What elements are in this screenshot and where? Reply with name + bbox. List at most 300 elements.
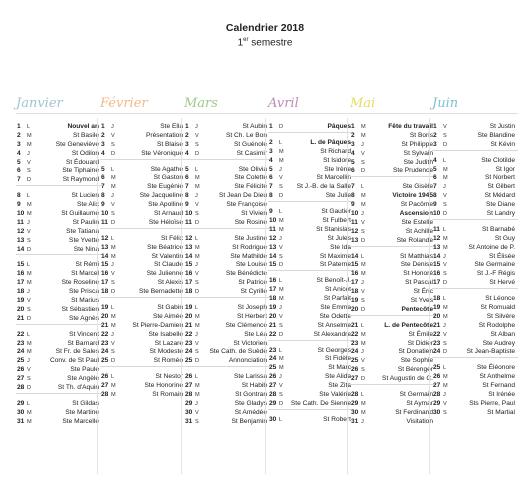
day-row <box>350 261 436 270</box>
day-number: 15 <box>185 261 193 269</box>
weekday-letter: M <box>443 235 448 242</box>
day-number: 24 <box>351 348 359 356</box>
day-number: 11 <box>185 218 192 226</box>
day-row <box>432 141 518 151</box>
saint-name: Ste Geneviève <box>55 140 99 148</box>
day-number: 1 <box>351 123 355 130</box>
day-number: 17 <box>269 286 277 294</box>
day-row <box>184 288 270 298</box>
day-number: 23 <box>433 339 441 347</box>
saint-name: St Gildas <box>72 399 99 407</box>
saint-name: St Odilon <box>71 149 99 157</box>
day-number: 5 <box>185 165 189 173</box>
day-number: 3 <box>185 140 189 148</box>
calendar-title: Calendrier 2018 <box>225 22 305 34</box>
day-number: 2 <box>269 138 273 146</box>
day-number: 27 <box>185 382 193 390</box>
saint-name: St Richard <box>320 147 351 155</box>
saint-name: St Alban <box>490 330 515 338</box>
day-number: 26 <box>185 373 193 381</box>
day-number: 17 <box>351 279 359 287</box>
saint-name: Ste Colette <box>234 174 267 182</box>
day-row <box>350 159 436 168</box>
saint-name: Pentecôte <box>401 305 433 313</box>
saint-name: St Pascal <box>405 279 433 287</box>
saint-name: Ste Gisèle <box>402 183 433 191</box>
day-number: 22 <box>433 330 441 338</box>
day-row <box>268 261 354 271</box>
day-row <box>268 148 354 157</box>
subtitle-text: semestre <box>248 37 293 49</box>
weekday-letter: M <box>361 331 366 338</box>
weekday-letter: D <box>111 289 116 296</box>
saint-name: St Philippe <box>401 140 433 148</box>
weekday-letter: D <box>27 385 32 392</box>
weekday-letter: J <box>361 418 364 425</box>
weekday-letter: V <box>27 228 31 235</box>
saint-name: St Kévin <box>490 140 515 148</box>
day-number: 22 <box>351 330 359 338</box>
weekday-letter: V <box>443 193 447 200</box>
weekday-letter: D <box>195 150 200 157</box>
saint-name: Ste Marcelle <box>62 417 99 425</box>
day-number: 21 <box>101 321 109 329</box>
day-number: 30 <box>433 408 441 416</box>
day-row <box>432 409 518 418</box>
day-number: 30 <box>185 408 193 416</box>
saint-name: St Jules <box>327 234 351 242</box>
saint-name: St Stanislas <box>316 225 351 233</box>
day-row <box>184 235 270 244</box>
day-number: 16 <box>351 270 359 278</box>
weekday-letter: S <box>443 271 447 278</box>
saint-name: St Anthelme <box>479 373 515 381</box>
day-number: 15 <box>101 261 109 269</box>
saint-name: Ste Nina <box>73 245 99 253</box>
saint-name: Victoire 1945 <box>392 192 433 200</box>
saint-name: Ste Judith <box>403 158 433 166</box>
day-number: 11 <box>433 225 440 233</box>
weekday-letter: D <box>443 349 448 356</box>
saint-name: Ste Léa <box>244 330 267 338</box>
weekday-letter: M <box>195 175 200 182</box>
weekday-letter: J <box>443 184 446 191</box>
day-row <box>350 340 436 349</box>
weekday-letter: M <box>27 211 32 218</box>
day-row <box>350 297 436 306</box>
weekday-letter: M <box>443 175 448 182</box>
weekday-letter: V <box>27 298 31 305</box>
month-underline <box>100 113 186 114</box>
weekday-letter: S <box>111 211 115 218</box>
day-row <box>432 279 518 289</box>
weekday-letter: L <box>111 166 115 173</box>
weekday-letter: J <box>195 400 198 407</box>
saint-name: Ste Blandine <box>477 131 515 139</box>
saint-name: St Paterne <box>319 261 351 269</box>
saint-name: St Fr. de Sales <box>55 348 99 356</box>
day-row <box>268 355 354 364</box>
saint-name: St Marcellin <box>316 174 351 182</box>
weekday-letter: D <box>195 358 200 365</box>
day-number: 3 <box>101 140 105 148</box>
weekday-letter: M <box>361 202 366 209</box>
day-row <box>100 382 186 391</box>
saint-name: Ste Germaine <box>474 261 515 269</box>
day-row <box>268 416 354 425</box>
day-row <box>16 219 102 228</box>
day-row <box>16 297 102 306</box>
day-row <box>16 340 102 349</box>
day-number: 8 <box>269 192 273 200</box>
day-number: 28 <box>351 391 359 399</box>
day-row <box>100 166 186 175</box>
weekday-letter: D <box>27 177 32 184</box>
day-row <box>432 322 518 331</box>
weekday-letter: S <box>279 184 283 191</box>
day-row <box>432 157 518 166</box>
saint-name: Conv. de St Paul <box>50 357 99 365</box>
day-row <box>100 288 186 298</box>
saint-name: St Raymond <box>62 176 99 184</box>
saint-name: St Rémi <box>75 261 99 269</box>
weekday-letter: J <box>111 193 114 200</box>
saint-name: Ste Clémence <box>225 321 267 329</box>
weekday-letter: V <box>443 331 447 338</box>
saint-name: St Gilbert <box>487 183 515 191</box>
day-row <box>350 192 436 201</box>
saint-name: Ste Sophie <box>400 357 433 365</box>
saint-name: Ste Éléonore <box>476 364 515 372</box>
weekday-letter: V <box>361 219 365 226</box>
day-row <box>16 150 102 159</box>
day-row <box>100 322 186 331</box>
saint-name: St Didier <box>407 339 433 347</box>
saint-name: St Lazare <box>154 339 183 347</box>
saint-name: St Norbert <box>484 174 515 182</box>
day-number: 3 <box>269 147 273 155</box>
weekday-letter: D <box>443 211 448 218</box>
saint-name: St Maxime <box>319 252 351 260</box>
day-row <box>350 418 436 427</box>
day-row <box>268 391 354 400</box>
saint-name: St Boris <box>409 131 433 139</box>
weekday-letter: V <box>195 202 199 209</box>
saint-name: Ste Yvette <box>69 236 99 244</box>
day-row <box>16 375 102 384</box>
saint-name: St Landry <box>486 210 515 218</box>
day-number: 3 <box>433 140 437 148</box>
saint-name: St Gabin <box>157 304 183 312</box>
saint-name: Ste Prisca <box>68 288 99 296</box>
day-row <box>16 348 102 357</box>
day-number: 25 <box>101 357 109 365</box>
day-number: 6 <box>433 174 437 182</box>
day-row <box>184 373 270 382</box>
day-number: 24 <box>433 348 441 356</box>
saint-name: Visitation <box>406 417 433 425</box>
day-row <box>16 159 102 168</box>
day-list <box>184 123 270 427</box>
day-number: 27 <box>351 375 359 383</box>
day-row <box>268 208 354 217</box>
saint-name: Ste Louise <box>235 261 267 269</box>
saint-name: Ste Alida <box>324 373 351 381</box>
day-row <box>100 210 186 219</box>
weekday-letter: J <box>361 211 364 218</box>
day-number: 21 <box>269 321 277 329</box>
day-row <box>350 123 436 132</box>
saint-name: St Rodolphe <box>478 321 515 329</box>
saint-name: Ste Tiphaine <box>62 167 99 175</box>
day-row <box>184 400 270 409</box>
day-row <box>268 235 354 244</box>
weekday-letter: D <box>111 358 116 365</box>
day-number: 13 <box>17 236 25 244</box>
day-row <box>268 373 354 382</box>
weekday-letter: L <box>279 347 283 354</box>
saint-name: St Claude <box>154 261 183 269</box>
day-number: 4 <box>185 149 189 157</box>
saint-name: Ste Valérie <box>319 391 351 399</box>
day-number: 4 <box>433 156 437 164</box>
day-row <box>268 226 354 235</box>
saint-name: St Habib <box>241 382 267 390</box>
day-number: 24 <box>185 348 193 356</box>
day-number: 8 <box>185 192 189 200</box>
day-number: 11 <box>101 218 108 226</box>
weekday-letter: D <box>279 193 284 200</box>
day-number: 4 <box>269 156 273 164</box>
weekday-letter: S <box>111 349 115 356</box>
weekday-letter: L <box>279 209 283 216</box>
day-number: 12 <box>269 234 277 242</box>
saint-name: Ste Françoise <box>226 201 267 209</box>
weekday-letter: D <box>279 124 284 130</box>
day-number: 18 <box>17 288 25 296</box>
day-row <box>16 315 102 325</box>
day-row <box>432 313 518 322</box>
day-row <box>184 313 270 322</box>
day-number: 7 <box>351 183 355 191</box>
day-number: 15 <box>433 261 441 269</box>
weekday-letter: J <box>195 124 198 130</box>
day-number: 15 <box>17 261 25 269</box>
saint-name: St Romain <box>152 391 183 399</box>
saint-name: Ste Agathe <box>150 165 183 173</box>
weekday-letter: M <box>443 383 448 390</box>
saint-name: Ste Roseline <box>61 279 99 287</box>
month-janvier <box>16 97 102 477</box>
day-row <box>100 304 186 313</box>
weekday-letter: S <box>361 159 365 166</box>
saint-name: St Benjamin <box>231 417 267 425</box>
day-number: 1 <box>101 123 105 130</box>
weekday-letter: L <box>443 226 447 233</box>
day-number: 9 <box>17 201 21 209</box>
day-number: 21 <box>185 321 193 329</box>
month-name: Mars <box>184 96 218 111</box>
weekday-letter: J <box>111 262 114 269</box>
day-number: 20 <box>269 312 277 320</box>
weekday-letter: J <box>361 349 364 356</box>
weekday-letter: V <box>111 202 115 209</box>
saint-name: Ste Diane <box>486 201 515 209</box>
day-row <box>16 270 102 279</box>
weekday-letter: J <box>111 331 114 338</box>
day-row <box>268 313 354 322</box>
saint-name: Ste Clotilde <box>481 156 515 164</box>
day-number: 27 <box>433 382 441 390</box>
saint-name: St Émile <box>408 330 433 338</box>
day-number: 15 <box>351 261 359 269</box>
day-row <box>184 418 270 427</box>
column-divider <box>181 118 182 474</box>
weekday-letter: M <box>443 305 448 312</box>
day-number: 6 <box>185 174 189 182</box>
day-number: 9 <box>351 201 355 209</box>
day-number: 16 <box>433 270 441 278</box>
day-row <box>350 228 436 237</box>
day-row <box>350 331 436 340</box>
weekday-letter: V <box>27 367 31 374</box>
day-row <box>432 295 518 304</box>
day-number: 16 <box>101 270 109 278</box>
day-row <box>100 270 186 279</box>
saint-name: Ste Martine <box>65 408 99 416</box>
weekday-letter: M <box>111 175 116 182</box>
day-row <box>268 295 354 304</box>
day-list <box>268 123 354 425</box>
weekday-letter: M <box>195 253 200 260</box>
day-number: 14 <box>101 252 109 260</box>
saint-name: St Justin <box>489 123 515 130</box>
saint-name: St Barnabé <box>482 225 515 233</box>
day-row <box>100 391 186 400</box>
day-row <box>350 322 436 331</box>
day-number: 4 <box>351 149 355 157</box>
weekday-letter: V <box>443 262 447 269</box>
day-row <box>350 375 436 385</box>
day-number: 25 <box>433 364 441 372</box>
weekday-letter: M <box>361 271 366 278</box>
saint-name: St Gaston <box>153 174 183 182</box>
weekday-letter: M <box>27 271 32 278</box>
saint-name: Ste Ida <box>330 243 351 251</box>
day-row <box>100 331 186 340</box>
weekday-letter: L <box>27 124 31 130</box>
month-underline <box>268 113 354 114</box>
day-number: 10 <box>269 217 277 225</box>
saint-name: St Benoît-J. <box>316 277 351 285</box>
saint-name: Ste Félicité <box>234 183 267 191</box>
weekday-letter: V <box>195 409 199 416</box>
saint-name: Ste Héloïse <box>148 218 183 226</box>
day-row <box>350 219 436 228</box>
day-number: 23 <box>185 339 193 347</box>
day-number: 28 <box>269 391 277 399</box>
weekday-letter: M <box>279 226 284 233</box>
saint-name: St Isidore <box>323 156 351 164</box>
weekday-letter: M <box>361 193 366 200</box>
day-number: 29 <box>351 399 359 407</box>
weekday-letter: M <box>111 322 116 329</box>
day-row <box>432 400 518 409</box>
weekday-letter: M <box>361 124 366 130</box>
weekday-letter: M <box>27 409 32 416</box>
day-number: 11 <box>351 218 358 226</box>
day-row <box>432 210 518 220</box>
saint-name: Ste Odette <box>319 312 351 320</box>
weekday-letter: J <box>279 374 282 381</box>
day-row <box>184 391 270 400</box>
day-row <box>432 183 518 192</box>
weekday-letter: S <box>443 340 447 347</box>
day-number: 22 <box>17 330 25 338</box>
saint-name: St Ch. Le Bon <box>225 131 267 139</box>
day-number: 12 <box>185 234 193 242</box>
day-number: 20 <box>351 305 359 313</box>
weekday-letter: V <box>27 159 31 166</box>
day-row <box>432 331 518 340</box>
weekday-letter: J <box>195 262 198 269</box>
weekday-letter: S <box>195 141 199 148</box>
day-row <box>432 270 518 279</box>
day-number: 5 <box>433 165 437 173</box>
day-number: 8 <box>101 192 105 200</box>
saint-name: St J.-B. de la Salle <box>296 183 351 191</box>
saint-name: St Matthias <box>400 252 433 260</box>
weekday-letter: D <box>195 289 200 296</box>
weekday-letter: J <box>27 289 30 296</box>
saint-name: Ste Prudence <box>393 167 433 175</box>
day-number: 17 <box>101 279 109 287</box>
day-number: 23 <box>351 339 359 347</box>
day-number: 18 <box>351 288 359 296</box>
weekday-letter: J <box>111 124 114 130</box>
saint-name: Ste Audrey <box>482 339 515 347</box>
weekday-letter: L <box>111 374 115 381</box>
day-row <box>184 132 270 141</box>
saint-name: Ste Agnès <box>68 314 99 322</box>
weekday-letter: J <box>279 305 282 312</box>
day-number: 1 <box>17 123 21 130</box>
weekday-letter: M <box>279 365 284 372</box>
saint-name: St Fernand <box>482 382 515 390</box>
weekday-letter: L <box>27 193 31 200</box>
weekday-letter: L <box>195 374 199 381</box>
day-row <box>184 304 270 313</box>
day-row <box>432 174 518 183</box>
saint-name: St Blaise <box>156 140 183 148</box>
saint-name: Ste Irène <box>324 165 351 173</box>
saint-name: Sts Pierre, Paul <box>469 399 515 407</box>
day-number: 25 <box>185 357 193 365</box>
day-number: 23 <box>17 339 25 347</box>
saint-name: St Antoine de P. <box>468 243 515 251</box>
day-row <box>100 235 186 244</box>
saint-name: Ste Estelle <box>401 218 433 226</box>
day-row <box>432 235 518 244</box>
day-list <box>16 123 102 427</box>
weekday-letter: S <box>195 349 199 356</box>
day-number: 12 <box>17 227 25 235</box>
saint-name: St Achille <box>405 227 433 235</box>
saint-name: St J.-F Régis <box>476 270 515 278</box>
day-number: 3 <box>351 140 355 148</box>
day-number: 26 <box>433 373 441 381</box>
weekday-letter: D <box>443 280 448 287</box>
